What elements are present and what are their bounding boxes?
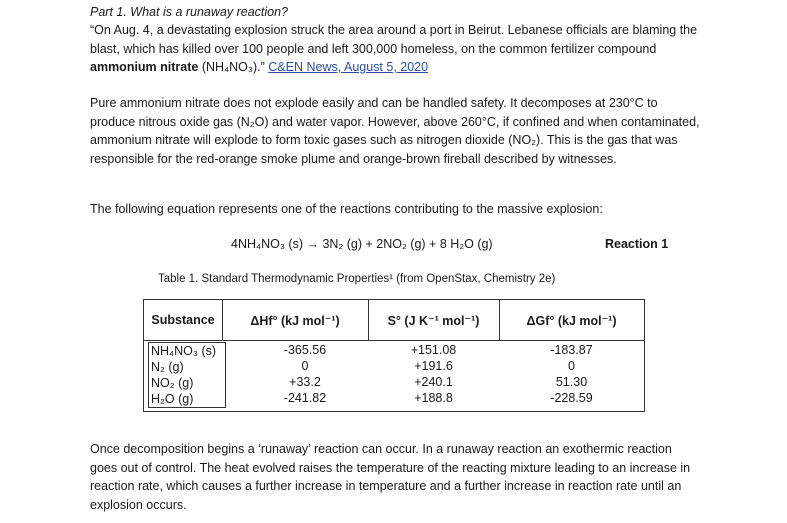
table-cell: -365.56 — [283, 343, 327, 357]
equation-intro: The following equation represents one of the reactions contributing to the massive explosion: — [90, 202, 603, 216]
table-row-substance: NH₄NO₃ (s) — [151, 344, 217, 358]
quote-text-1: “On Aug. 4, a devastating explosion struck the area around a port in Beirut. Lebanese officials are blaming the blast, which has killed over 100 people and left 300,000 homeless, on the common fertilizer compound — [90, 23, 698, 56]
enthalpy-column — [232, 342, 378, 406]
header-entropy: S° (J K⁻¹ mol⁻¹) — [387, 313, 480, 328]
entropy-column — [368, 342, 499, 406]
reaction-label: Reaction 1 — [605, 237, 669, 251]
table-header-row — [144, 300, 644, 340]
table-cell: +188.8 — [414, 391, 453, 405]
header-enthalpy: ΔHf° (kJ mol⁻¹) — [250, 313, 340, 328]
table-row-substance: N₂ (g) — [151, 360, 184, 374]
table-cell: -183.87 — [550, 343, 593, 357]
thermo-table — [143, 299, 645, 412]
table-cell: 0 — [301, 359, 309, 373]
source-link[interactable]: C&EN News, August 5, 2020 — [268, 60, 429, 74]
reaction-equation: 4NH₄NO₃ (s) → 3N₂ (g) + 2NO₂ (g) + 8 H₂O (g) — [231, 237, 493, 251]
header-gibbs: ΔGf° (kJ mol⁻¹) — [526, 313, 617, 328]
runaway-paragraph: Once decomposition begins a ‘runaway’ reaction can occur. In a runaway reaction an exothermic reaction goes out of control. The heat evolved raises the temperature of the reacting mixture leading to an increase in reaction rate, which causes a further increase in temperature and a further increase in reaction rate until an explosion occurs. — [90, 442, 691, 512]
table-row-substance: H₂O (g) — [151, 392, 194, 406]
table-cell: +151.08 — [410, 343, 457, 357]
table-cell: 0 — [568, 359, 575, 373]
table-cell: -228.59 — [550, 391, 593, 405]
decomposition-paragraph: Pure ammonium nitrate does not explode easily and can be handled safety. It decomposes at 230°C to produce nitrous oxide gas (N₂O) and water vapor. However, above 260°C, if confined and when contaminated, ammonium nitrate will explode to form toxic gases such as nitrogen dioxide (NO₂). This is the gas that was responsible for the red-orange smoke plume and orange-brown fireball described by witnesses. — [90, 96, 700, 166]
gibbs-column — [499, 342, 644, 406]
table-cell: +240.1 — [414, 375, 453, 389]
table-cell: +191.6 — [414, 359, 453, 373]
news-quote — [90, 21, 700, 77]
quote-text-2: (NH₄NO₃).” — [198, 60, 269, 74]
table-row-substance: NO₂ (g) — [151, 376, 194, 390]
quote-bold-term: ammonium nitrate — [90, 60, 199, 74]
table-cell: -241.82 — [283, 391, 327, 405]
header-substance: Substance — [151, 313, 215, 327]
part-title: Part 1. What is a runaway reaction? — [90, 5, 289, 19]
table-caption: Table 1. Standard Thermodynamic Properties¹ (from OpenStax, Chemistry 2e) — [158, 273, 556, 285]
substance-column — [148, 342, 226, 408]
table-cell: +33.2 — [289, 375, 321, 389]
table-cell: 51.30 — [555, 375, 588, 389]
